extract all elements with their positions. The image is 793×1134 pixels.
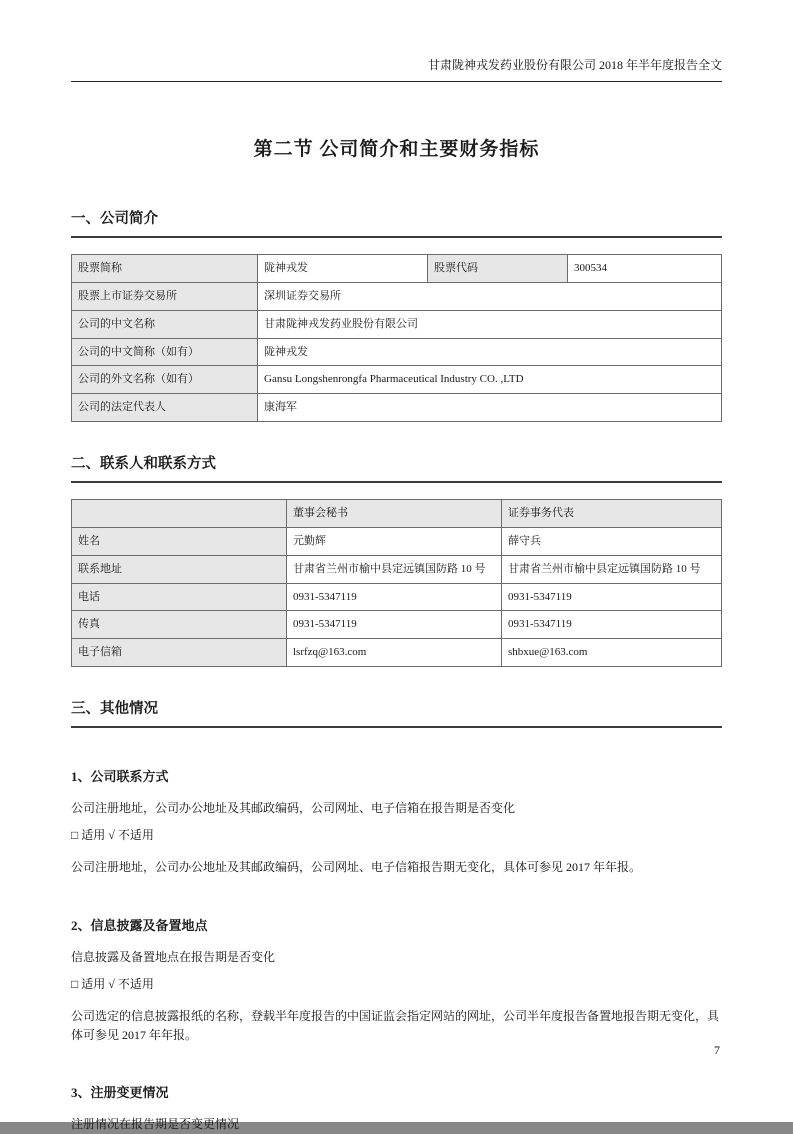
table-row (72, 527, 722, 555)
table-cell-label: 联系地址 (72, 555, 287, 583)
paragraph: 公司注册地址，公司办公地址及其邮政编码，公司网址、电子信箱报告期无变化，具体可参见 2017 年年报。 (71, 860, 642, 875)
table-cell-value: 甘肃省兰州市榆中县定远镇国防路 10 号 (502, 555, 722, 583)
table-cell-value: 元勤辉 (287, 527, 502, 555)
table-cell-label: 电子信箱 (72, 639, 287, 667)
paragraph: 信息披露及备置地点在报告期是否变化 (71, 949, 276, 964)
table-cell-blank (72, 500, 287, 528)
table-cell-value: 甘肃省兰州市榆中县定远镇国防路 10 号 (287, 555, 502, 583)
table-cell-label: 传真 (72, 611, 287, 639)
table-cell-label: 电话 (72, 583, 287, 611)
table-row (72, 282, 722, 310)
sub-heading-registration-change: 3、注册变更情况 (71, 1085, 169, 1101)
paragraph: 公司注册地址，公司办公地址及其邮政编码，公司网址、电子信箱在报告期是否变化 (71, 801, 516, 816)
page-number: 7 (714, 1043, 720, 1057)
table-row (72, 338, 722, 366)
table-cell-label: 股票上市证券交易所 (72, 282, 258, 310)
column-header-board-secretary: 董事会秘书 (287, 500, 502, 528)
sub-heading-company-contact: 1、公司联系方式 (71, 769, 169, 785)
applicability-checkbox-line: □ 适用 √ 不适用 (71, 827, 154, 842)
table-cell-value: 深圳证券交易所 (258, 282, 722, 310)
table-cell-label: 公司的外文名称（如有） (72, 366, 258, 394)
table-row (72, 583, 722, 611)
table-cell-label: 股票简称 (72, 255, 258, 283)
contacts-table (71, 499, 722, 667)
section-heading-contacts: 二、联系人和联系方式 (71, 452, 722, 483)
table-cell-label: 股票代码 (428, 255, 568, 283)
paragraph: 公司选定的信息披露报纸的名称，登载半年度报告的中国证监会指定网站的网址，公司半年度报告备置地报告期无变化，具体可参见 2017 年年报。 (71, 1009, 720, 1042)
column-header-securities-rep: 证券事务代表 (502, 500, 722, 528)
sub-heading-disclosure-location: 2、信息披露及备置地点 (71, 917, 208, 933)
table-header-row (72, 500, 722, 528)
table-row (72, 611, 722, 639)
table-cell-value: 0931-5347119 (502, 583, 722, 611)
table-row (72, 366, 722, 394)
table-row (72, 310, 722, 338)
section-heading-company-profile: 一、公司简介 (71, 207, 722, 238)
table-row (72, 555, 722, 583)
table-cell-value: shbxue@163.com (502, 639, 722, 667)
page-title: 第二节 公司简介和主要财务指标 (253, 139, 540, 160)
paragraph: 注册情况在报告期是否变更情况 (71, 1117, 240, 1132)
table-cell-value: 陇神戎发 (258, 338, 722, 366)
table-cell-value: 薛守兵 (502, 527, 722, 555)
table-cell-value: 康海军 (258, 394, 722, 422)
table-row (72, 255, 722, 283)
running-header: 甘肃陇神戎发药业股份有限公司 2018 年半年度报告全文 (71, 56, 722, 82)
table-row (72, 639, 722, 667)
table-cell-value: 300534 (568, 255, 722, 283)
table-cell-value: Gansu Longshenrongfa Pharmaceutical Industry CO. ,LTD (258, 366, 722, 394)
company-profile-table (71, 254, 722, 422)
table-cell-value: lsrfzq@163.com (287, 639, 502, 667)
table-cell-label: 公司的中文简称（如有） (72, 338, 258, 366)
table-cell-label: 公司的法定代表人 (72, 394, 258, 422)
section-heading-other: 三、其他情况 (71, 697, 722, 728)
applicability-checkbox-line: □ 适用 √ 不适用 (71, 976, 154, 991)
table-cell-label: 姓名 (72, 527, 287, 555)
table-row (72, 394, 722, 422)
table-cell-value: 甘肃陇神戎发药业股份有限公司 (258, 310, 722, 338)
table-cell-label: 公司的中文名称 (72, 310, 258, 338)
table-cell-value: 陇神戎发 (258, 255, 428, 283)
table-cell-value: 0931-5347119 (502, 611, 722, 639)
table-cell-value: 0931-5347119 (287, 583, 502, 611)
table-cell-value: 0931-5347119 (287, 611, 502, 639)
